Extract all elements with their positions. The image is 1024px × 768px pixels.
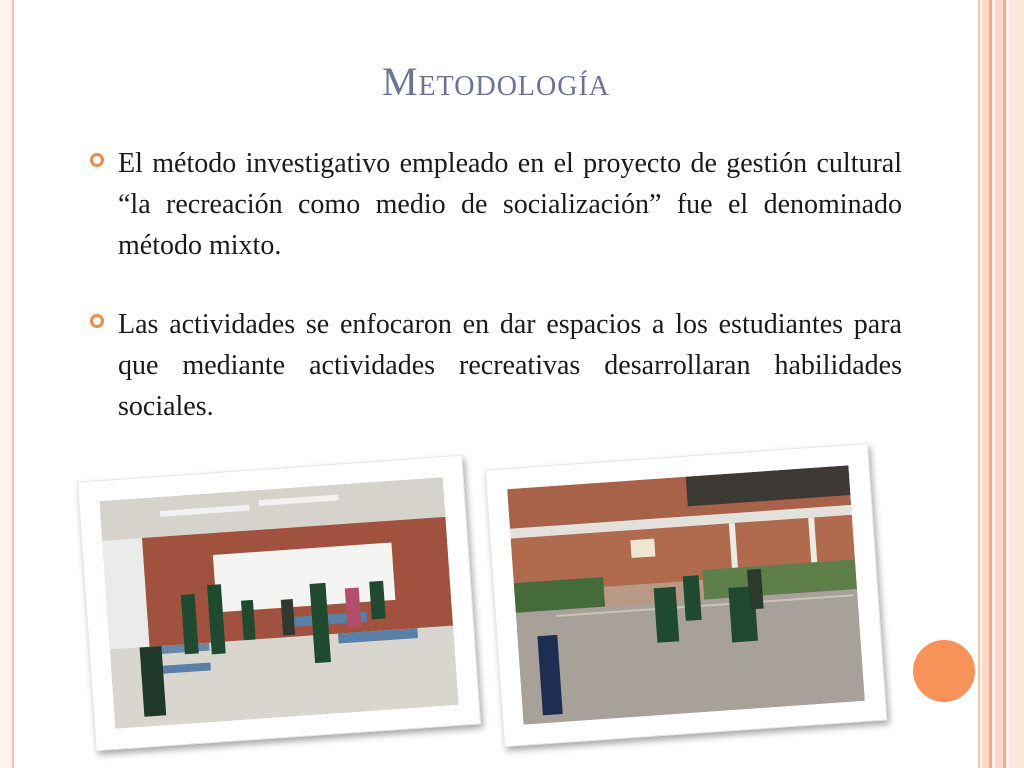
side-stripe [1009,0,1024,768]
classroom-photo [77,455,481,751]
side-stripe [989,0,992,768]
bullet-icon [90,153,104,167]
courtyard-photo-image [507,465,865,724]
bullet-item [90,143,902,266]
side-stripe [995,0,1003,768]
bullet-list [90,143,902,427]
side-stripe [1003,0,1006,768]
side-stripe [982,0,989,768]
bullet-icon [90,314,104,328]
slide-title: Metodología [381,59,611,104]
accent-circle [913,640,975,702]
bullet-text: El método investigativo empleado en el proyecto de gestión cultural “la recreación como medio de socialización” fue el denominado método mixto. [118,148,902,261]
bullet-item [90,304,902,427]
courtyard-photo [485,443,887,747]
classroom-photo-image [99,477,458,728]
bullet-text: Las actividades se enfocaron en dar espacios a los estudiantes para que mediante actividades recreativas desarrollaran habilidades sociales. [118,309,902,422]
